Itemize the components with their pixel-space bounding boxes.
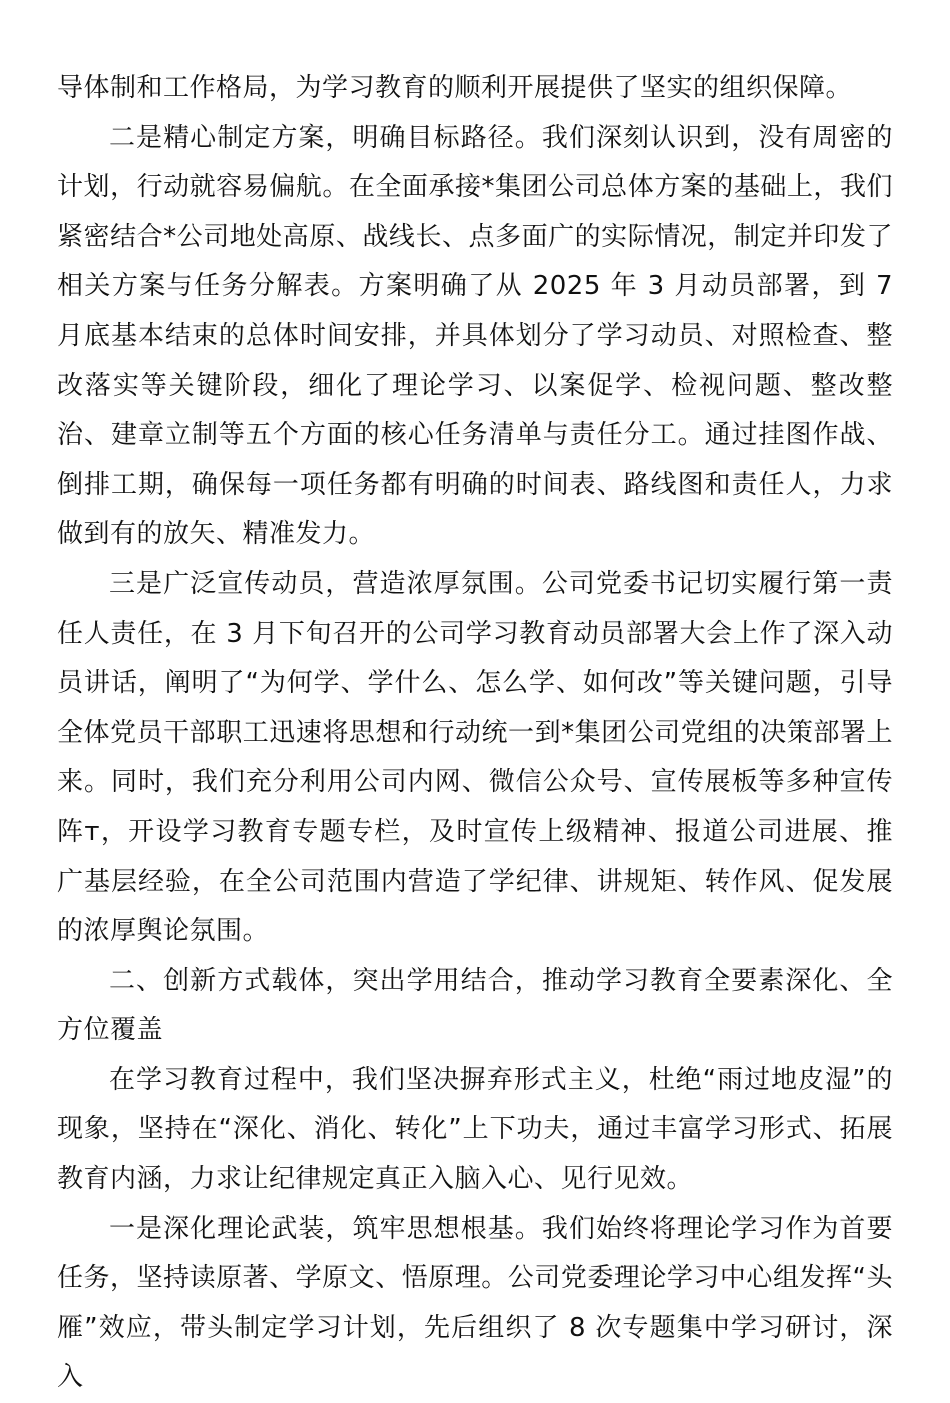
document-page bbox=[57, 64, 893, 1403]
section-heading: 二、创新方式载体，突出学用结合，推动学习教育全要素深化、全方位覆盖 bbox=[57, 965, 893, 1046]
paragraph-plan: 二是精心制定方案，明确目标路径。我们深刻认识到，没有周密的计划，行动就容易偏航。在全面承接*集团公司总体方案的基础上，我们紧密结合*公司地处高原、战线长、点多面广的实际情况，制定并印发了相关方案与任务分解表。方案明确了从 2025 年 3 月动员部署，到 7 月底基本结束的总体时间安排，并具体划分了学习动员、对照检查、整改落实等关键阶段，细化了理论学习、以案促学、检视问题、整改整治、建章立制等五个方面的核心任务清单与责任分工。通过挂图作战、倒排工期，确保每一项任务都有明确的时间表、路线图和责任人，力求做到有的放矢、精准发力。 bbox=[57, 122, 893, 550]
paragraph-publicity: 三是广泛宣传动员，营造浓厚氛围。公司党委书记切实履行第一责任人责任，在 3 月下旬召开的公司学习教育动员部署大会上作了深入动员讲话，阐明了“为何学、学什么、怎么学、如何改”等关键问题，引导全体党员干部职工迅速将思想和行动统一到*集团公司党组的决策部署上来。同时，我们充分利用公司内网、微信公众号、宣传展板等多种宣传阵т，开设学习教育专题专栏，及时宣传上级精神、报道公司进展、推广基层经验，在全公司范围内营造了学纪律、讲规矩、转作风、促发展的浓厚舆论氛围。 bbox=[57, 568, 893, 947]
paragraph-theory: 一是深化理论武装，筑牢思想根基。我们始终将理论学习作为首要任务，坚持读原著、学原文、悟原理。公司党委理论学习中心组发挥“头雁”效应，带头制定学习计划，先后组织了 8 次专题集中学习研讨，深入 bbox=[57, 1213, 893, 1393]
paragraph-continuation: 导体制和工作格局，为学习教育的顺利开展提供了坚实的组织保障。 bbox=[57, 73, 853, 103]
paragraph-intro: 在学习教育过程中，我们坚决摒弃形式主义，杜绝“雨过地皮湿”的现象，坚持在“深化、消化、转化”上下功夫，通过丰富学习形式、拓展教育内涵，力求让纪律规定真正入脑入心、见行见效。 bbox=[57, 1064, 893, 1195]
